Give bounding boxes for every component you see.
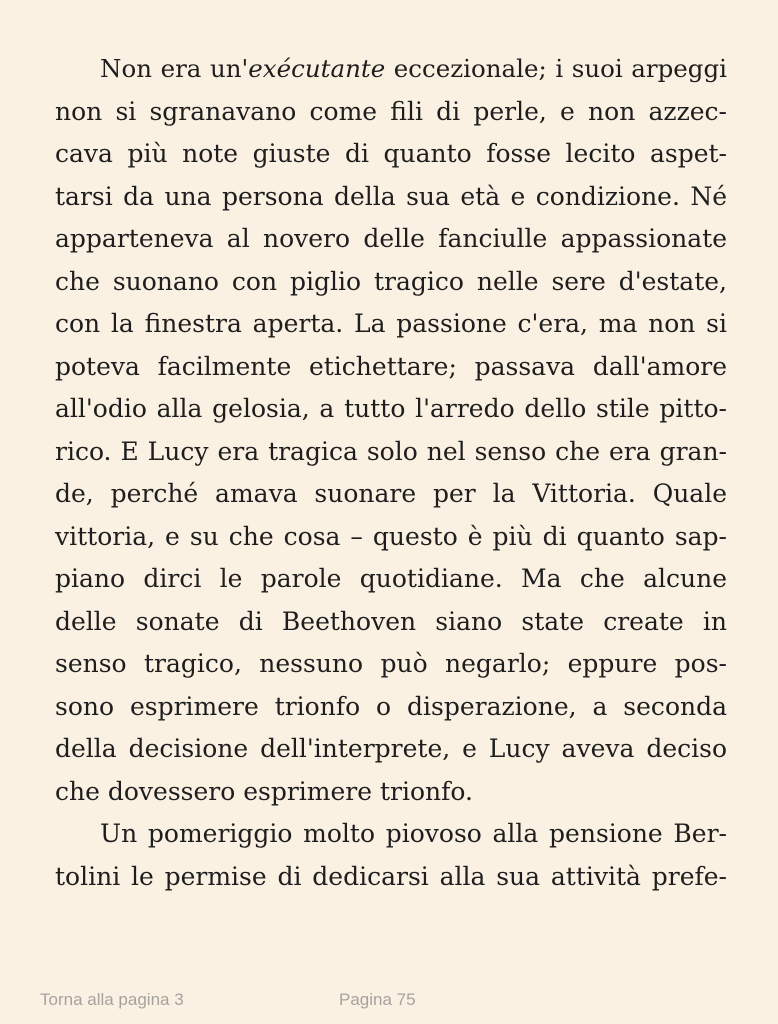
italic-word: exécutante <box>248 54 386 83</box>
text-line: delle sonate di Beethoven siano state create in <box>55 606 727 636</box>
text-line: piano dirci le parole quotidiane. Ma che alcune <box>55 564 727 593</box>
text-line: con la finestra aperta. La passione c'era, ma non si <box>55 309 727 338</box>
text-line: all'odio alla gelosia, a tutto l'arredo dello stile pitto- <box>55 394 727 423</box>
text-segment: Un pomeriggio molto piovoso alla pensione Ber- <box>100 819 727 848</box>
text-line: senso tragico, nessuno può negarlo; eppure pos- <box>55 649 727 678</box>
text-line: che suonano con piglio tragico nelle sere d'estate, <box>55 266 727 296</box>
text-line: poteva facilmente etichettare; passava dall'amore <box>55 351 727 381</box>
text-line: rico. E Lucy era tragica solo nel senso che era gran- <box>55 436 727 466</box>
text-line: vittoria, e su che cosa – questo è più di quanto sap- <box>55 521 727 551</box>
text-line: tarsi da una persona della sua età e condizione. Né <box>55 181 727 211</box>
body-text <box>55 48 727 898</box>
text-line: non si sgranavano come fili di perle, e non azzec- <box>55 96 727 126</box>
text-segment: Non era un' <box>100 54 249 83</box>
text-line <box>55 48 727 91</box>
text-line: apparteneva al novero delle fanciulle appassionate <box>55 224 727 253</box>
back-to-page-link[interactable]: Torna alla pagina 3 <box>40 990 184 1009</box>
text-line: de, perché amava suonare per la Vittoria. Quale <box>55 479 727 508</box>
text-line <box>55 813 727 856</box>
text-segment: eccezionale; i suoi arpeggi <box>385 54 728 83</box>
text-line: cava più note giuste di quanto fosse lecito aspet- <box>55 139 727 168</box>
text-line: tolini le permise di dedicarsi alla sua attività prefe- <box>55 861 727 891</box>
text-line: sono esprimere trionfo o disperazione, a seconda <box>55 691 727 721</box>
page-number: Pagina 75 <box>339 990 416 1009</box>
text-line: che dovessero esprimere trionfo. <box>55 776 473 806</box>
text-line: della decisione dell'interprete, e Lucy aveva deciso <box>55 734 727 763</box>
